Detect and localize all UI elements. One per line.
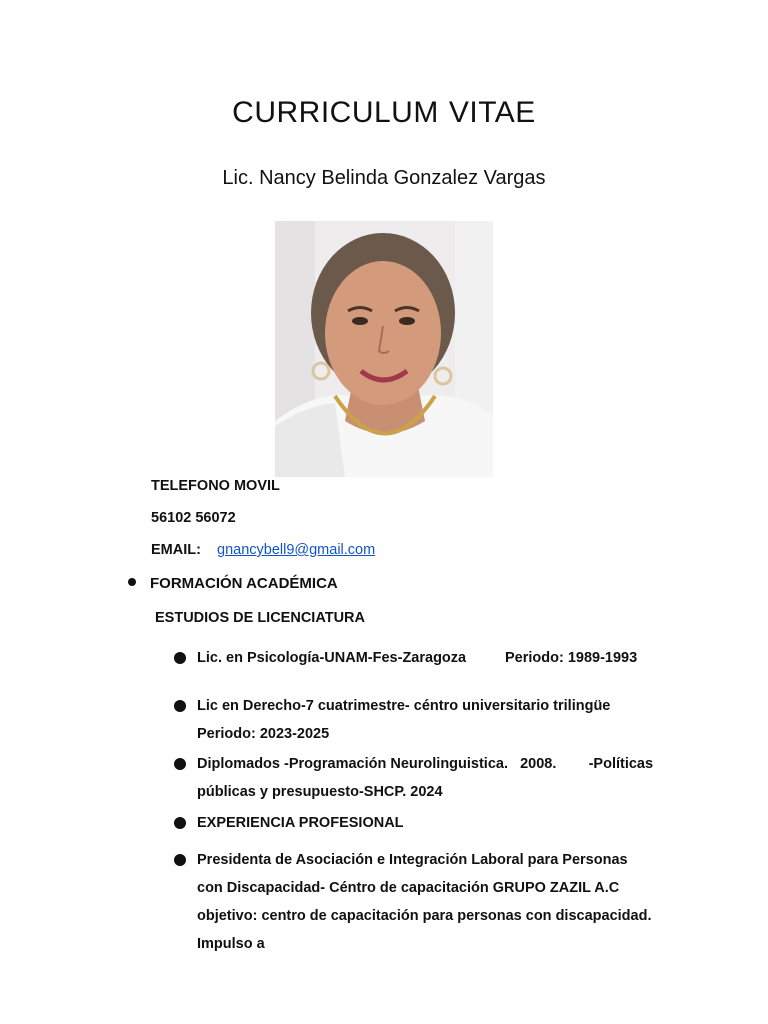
bullet-icon [174, 758, 186, 770]
experience-item [174, 846, 654, 958]
email-link[interactable]: gnancybell9@gmail.com [217, 542, 376, 558]
education-item [174, 644, 654, 672]
bullet-icon [174, 854, 186, 866]
email-label: EMAIL: [151, 542, 201, 558]
experience-item-text: Presidenta de Asociación e Integración Laboral para Personas con Discapacidad- Céntro de capacitación GRUPO ZAZIL A.C objetivo: centro de capacitación para personas con discapacidad. Impulso a [197, 852, 652, 952]
page-title [0, 96, 768, 130]
education-item-period: Periodo: 2023-2025 [197, 726, 330, 742]
title-word-1: CURRICULUM [232, 96, 439, 129]
education-item [174, 692, 654, 748]
education-heading-row [128, 575, 338, 592]
bullet-icon [174, 817, 186, 829]
bullet-icon [174, 700, 186, 712]
education-heading: FORMACIÓN ACADÉMICA [150, 575, 338, 592]
profile-photo [275, 221, 493, 477]
education-item-period: Periodo: 1989-1993 [505, 650, 638, 666]
experience-heading: EXPERIENCIA PROFESIONAL [197, 815, 404, 831]
experience-heading-row [174, 809, 654, 837]
education-item-text: Diplomados -Programación Neurolinguistica. 2008. -Políticas públicas y presupuesto-SHCP. 2024 [197, 756, 658, 800]
education-item-text: Lic en Derecho-7 cuatrimestre- céntro universitario trilingüe [197, 698, 611, 714]
title-word-2: VITAE [448, 96, 536, 129]
education-subheading: ESTUDIOS DE LICENCIATURA [155, 610, 365, 626]
phone-value: 56102 56072 [151, 510, 236, 526]
education-item [174, 750, 658, 806]
candidate-name: Lic. Nancy Belinda Gonzalez Vargas [222, 167, 546, 189]
education-item-text: Lic. en Psicología-UNAM-Fes-Zaragoza [197, 650, 467, 666]
bullet-icon [174, 652, 186, 664]
bullet-icon [128, 578, 136, 586]
portrait-photo-icon [275, 221, 493, 477]
phone-label: TELEFONO MOVIL [151, 478, 280, 494]
